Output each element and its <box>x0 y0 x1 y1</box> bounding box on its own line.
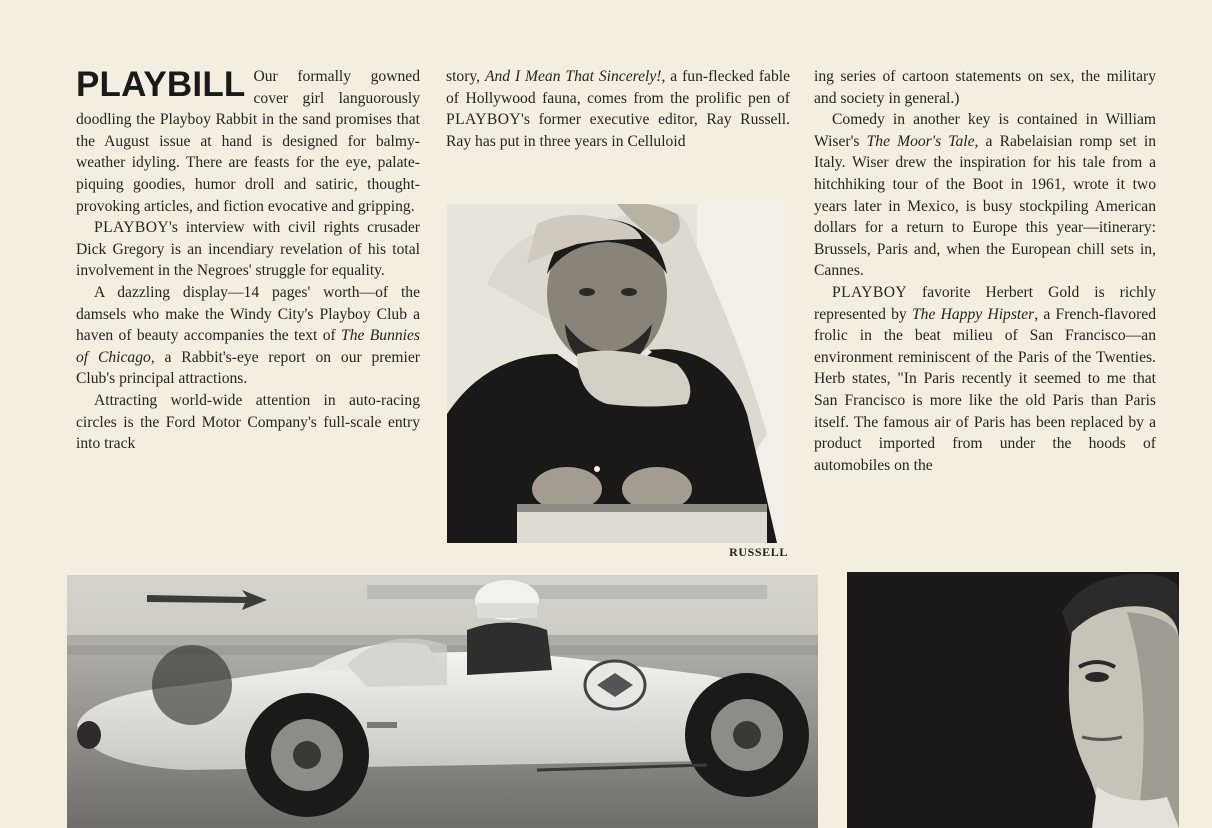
paragraph-1: PLAYBILL Our formally gowned cover girl languorously doodling the Playboy Rabbit in the sand promises that the August issue at hand is designed for balmy-weather idyling. There are feasts for the eye, palate-piquing goodies, humor droll and satiric, thought-provoking articles, and fiction evocative and gripping. <box>76 65 420 215</box>
paragraph-7: Comedy in another key is contained in William Wiser's The Moor's Tale, a Rabelaisian romp set in Italy. Wiser drew the inspiration for his tale from a hitchhiking tour of the Boot in 1961, wrote it two years later in Mexico, is busy stockpiling American dollars for a return to Europe this year—itinerary: Brussels, Paris and, when the European chill sets in, Cannes. <box>814 111 1156 280</box>
photo-man-at-typewriter <box>447 204 785 543</box>
section-heading: PLAYBILL <box>76 65 246 104</box>
photo-man-portrait <box>847 572 1179 828</box>
paragraph-4: Attracting world-wide attention in auto-racing circles is the Ford Motor Company's full-scale entry into track <box>76 391 420 453</box>
photo-race-car <box>67 575 818 828</box>
paragraph-5: story, And I Mean That Sincerely!, a fun-flecked fable of Hollywood fauna, comes from the prolific pen of PLAYBOY's former executive editor, Ray Russell. Ray has put in three years in Celluloid <box>446 68 790 150</box>
paragraph-6: ing series of cartoon statements on sex, the military and society in general.) <box>814 68 1156 107</box>
story-title: And I Mean That Sincerely! <box>484 68 662 85</box>
story-title: The Bunnies of Chicago <box>76 327 421 366</box>
paragraph-2: PLAYBOY's interview with civil rights crusader Dick Gregory is an incendiary revelation of his total involvement in the Negroes' struggle for equality. <box>76 219 420 280</box>
article-column-1 <box>76 66 420 455</box>
photo-caption: RUSSELL <box>729 545 788 559</box>
story-title: The Moor's Tale <box>866 132 975 150</box>
article-column-2 <box>446 66 790 152</box>
paragraph-8: PLAYBOY favorite Herbert Gold is richly represented by The Happy Hipster, a French-flavored frolic in the beat milieu of San Francisco—an environment reminiscent of the Paris of the Twenties. Herb states, "In Paris recently it seemed to me that San Francisco is more like the old Paris than Paris itself. The famous air of Paris has been replaced by a product imported from under the hoods of automobiles on the <box>814 283 1157 474</box>
article-column-3 <box>814 66 1156 476</box>
paragraph-3: A dazzling display—14 pages' worth—of the damsels who make the Windy City's Playboy Club a haven of beauty accompanies the text of The Bunnies of Chicago, a Rabbit's-eye report on our premier Club's principal attractions. <box>76 283 421 388</box>
story-title: The Happy Hipster <box>911 305 1035 323</box>
